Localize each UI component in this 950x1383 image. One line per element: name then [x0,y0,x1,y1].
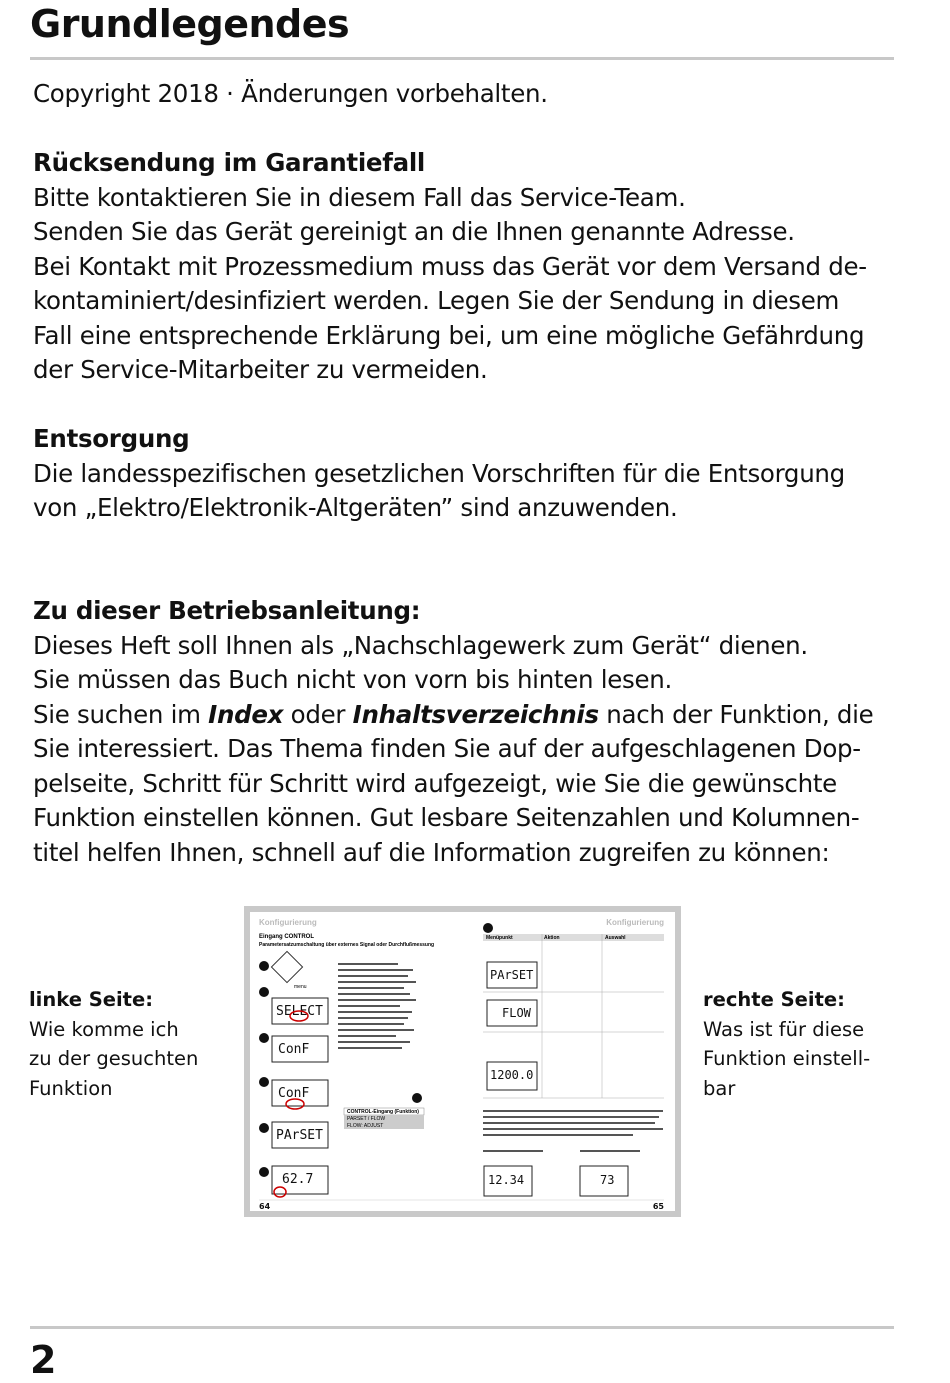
step-marker [259,1033,269,1043]
spread-paper [250,912,675,1211]
lcd-text: PArSET [276,1128,323,1143]
lcd-text: FLOW [502,1006,531,1020]
disposal-line: von „Elektro/Elektronik-Altgeräten” sind anzuwenden. [33,493,678,522]
step-marker [259,1167,269,1177]
left-page-header: Konfigurierung [259,918,317,927]
warranty-line: Fall eine entsprechende Erklärung bei, um eine mögliche Gefährdung [33,320,865,350]
manual-section [33,594,893,870]
warranty-line: Bei Kontakt mit Prozessmedium muss das Gerät vor dem Versand de- [33,251,867,281]
toc-term: Inhaltsverzeichnis [352,699,599,729]
warranty-line: der Service-Mitarbeiter zu vermeiden. [33,355,488,384]
warranty-line: Senden Sie das Gerät gereinigt an die Ihnen genannte Adresse. [33,217,795,246]
table-header: Aktion [544,935,560,941]
manual-heading: Zu dieser Betriebsanleitung: [33,596,421,625]
manual-line: pelseite, Schritt für Schritt wird aufgezeigt, wie Sie die gewünschte [33,768,837,798]
copyright-line: Copyright 2018 · Änderungen vorbehalten. [33,79,548,108]
step-marker [259,1123,269,1133]
spread-right-page-number: 65 [652,1202,664,1211]
left-caption-line: zu der gesuchten [29,1047,199,1070]
right-caption-heading: rechte Seite: [703,988,845,1011]
spread-left-page-number: 64 [259,1202,271,1211]
right-page-header: Konfigurierung [606,918,664,927]
lcd-text: 73 [600,1173,615,1187]
svg-text:menu: menu [294,984,307,990]
warranty-line: Bitte kontaktieren Sie in diesem Fall das Service-Team. [33,182,686,212]
warranty-heading: Rücksendung im Garantiefall [33,148,426,177]
disposal-section [33,422,893,526]
page-title: Grundlegendes [30,2,350,46]
step-marker [259,1077,269,1087]
index-term: Index [208,699,284,729]
manual-line: titel helfen Ihnen, schnell auf die Information zugreifen zu können: [33,837,830,867]
menu-item: CONTROL-Eingang (Funktion) [347,1109,419,1115]
lcd-text: PArSET [490,968,534,982]
left-page-subtitle: Parametersatzumschaltung über externes Signal oder Durchflußmessung [259,942,435,948]
spread-drawing [250,912,675,1211]
manual-line: Funktion einstellen können. Gut lesbare Seitenzahlen und Kolumnen- [33,803,860,832]
lcd-text: ConF [278,1086,310,1101]
manual-line: Sie müssen das Buch nicht von vorn bis hinten lesen. [33,665,672,694]
warranty-line: kontaminiert/desinfiziert werden. Legen Sie der Sendung in diesem [33,286,840,315]
right-caption-line: bar [703,1076,736,1100]
step-marker [259,961,269,971]
page-number: 2 [30,1338,57,1382]
manual-spread-illustration [244,906,681,1217]
menu-item: FLOW: ADJUST [347,1123,384,1129]
right-caption [703,985,870,1103]
left-caption-line: Funktion [29,1076,113,1100]
header-rule [30,57,894,60]
right-caption-line: Was ist für diese [703,1017,865,1041]
left-caption-line: Wie komme ich [29,1017,179,1041]
right-caption-line: Funktion einstell- [703,1047,871,1070]
menu-item: PARSET / FLOW [347,1116,386,1122]
step-marker [259,987,269,997]
warranty-section [33,146,893,388]
footer-rule [30,1326,894,1329]
step-marker [483,923,493,933]
manual-line: Sie suchen im Index oder Inhaltsverzeichnis nach der Funktion, die [33,699,874,729]
lcd-text: 1200.0 [490,1068,534,1082]
lcd-text: ConF [278,1042,310,1057]
step-marker [412,1093,422,1103]
arrow-keypad [271,951,302,982]
manual-line: Sie interessiert. Das Thema finden Sie auf der aufgeschlagenen Dop- [33,734,861,763]
disposal-heading: Entsorgung [33,424,190,453]
table-header: Auswahl [605,935,626,941]
left-caption-heading: linke Seite: [29,988,154,1011]
lcd-text: 12.34 [488,1173,525,1187]
left-page-title: Eingang CONTROL [259,934,314,940]
lcd-text: SELECT [276,1004,323,1019]
lcd-text: 62.7 [282,1172,314,1187]
left-caption [29,985,198,1103]
disposal-line: Die landesspezifischen gesetzlichen Vorschriften für die Entsorgung [33,458,845,488]
manual-line: Dieses Heft soll Ihnen als „Nachschlagewerk zum Gerät“ dienen. [33,630,808,660]
table-header: Menüpunkt [486,935,513,941]
